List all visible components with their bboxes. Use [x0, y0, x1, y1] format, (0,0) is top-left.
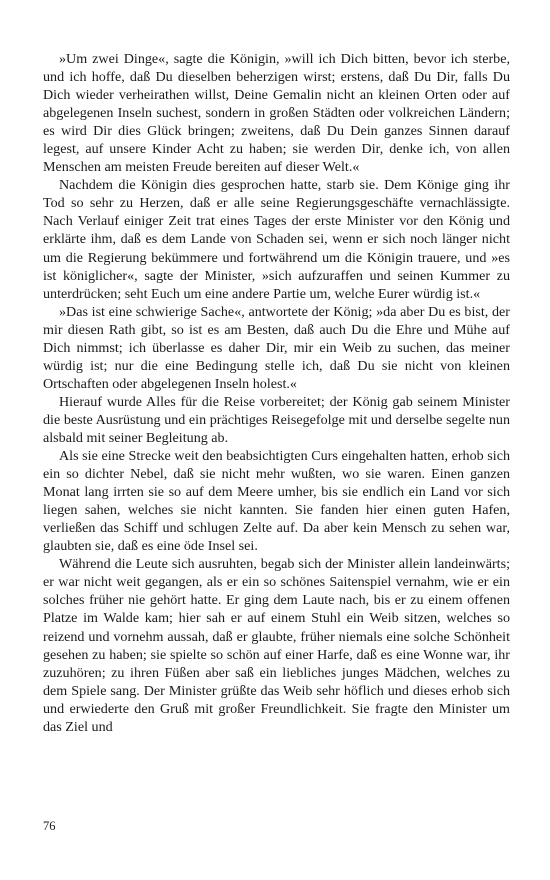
paragraph-journey-preparation: Hierauf wurde Alles für die Reise vorbereitet; der König gab seinem Minister die beste Ausrüstung und ein prächtiges Reisegefolge mit und derselbe segelte nun alsbald mit seiner Begleitung ab. — [43, 393, 510, 446]
paragraph-king-reply: »Das ist eine schwierige Sache«, antwortete der König; »da aber Du es bist, der mir diesen Rath gibt, so ist es am Besten, daß auch Du die Ehre und Mühe auf Dich nimmst; ich überlasse es daher Dir, mir ein Weib zu suchen, das meiner würdig ist; nur die eine Bedingung stelle ich, daß Du sie nicht von kleinen Ortschaften oder abgelegenen Inseln holest.« — [43, 303, 510, 392]
paragraph-queen-death: Nachdem die Königin dies gesprochen hatte, starb sie. Dem Könige ging ihr Tod so sehr zu Herzen, daß er alle seine Regierungsgeschäfte vernachlässigte. Nach Verlauf einiger Zeit trat eines Tages der erste Minister vor den König und erklärte ihm, daß es dem Lande von Schaden sei, wenn er sich noch länger nicht um die Regierung bekümmere und fortwährend um die Königin trauere, und »es ist königlicher«, sagte der Minister, »sich aufzuraffen und seinen Kummer zu unterdrücken; seht Euch um eine andere Partie um, welche Eurer würdig ist.« — [43, 177, 510, 302]
paragraph-fog-voyage: Als sie eine Strecke weit den beabsichtigten Curs eingehalten hatten, erhob sich ein so dichter Nebel, daß sie nicht mehr wußten, wo sie waren. Einen ganzen Monat lang irrten sie so auf dem Meere umher, bis sie endlich ein Land vor sich liegen sahen, welches sie nicht kannten. Sie fanden hier einen guten Hafen, verließen das Schiff und schlugen Zelte auf. Da aber kein Mensch zu sehen war, glaubten sie, daß es eine öde Insel sei. — [43, 448, 510, 555]
page-number: 76 — [43, 819, 56, 833]
body-text — [43, 50, 510, 736]
paragraph-queen-request: »Um zwei Dinge«, sagte die Königin, »will ich Dich bitten, bevor ich sterbe, und ich hoffe, daß Du dieselben beherzigen wirst; erstens, daß Du Dir, falls Du Dich wieder verheirathen willst, Deine Gemalin nicht an kleinen Orten oder auf abgelegenen Inseln suchest, sondern in großen Städten oder volkreichen Ländern; es wird Dir dies Glück bringen; zweitens, daß Du Dein ganzes Sinnen darauf legest, auf unsere Kinder Acht zu haben; sie werden Dir, denke ich, von allen Menschen am meisten Freude bereiten auf dieser Welt.« — [43, 51, 510, 176]
paragraph-minister-discovery: Während die Leute sich ausruhten, begab sich der Minister allein landeinwärts; er war nicht weit gegangen, als er ein so schönes Saitenspiel vernahm, wie er ein solches früher nie gehört hatte. Er ging dem Laute nach, bis er zu einem offenen Platze im Walde kam; hier sah er auf einem Stuhl ein Weib sitzen, welches so reizend und vornehm aussah, daß er glaubte, früher niemals eine solche Schönheit gesehen zu haben; sie spielte so schön auf einer Harfe, daß es eine Wonne war, ihr zuzuhören; zu ihren Füßen aber saß ein liebliches junges Mädchen, welches zu dem Spiele sang. Der Minister grüßte das Weib sehr höflich und dieses erhob sich und erwiederte den Gruß mit großer Freundlichkeit. Sie fragte den Minister um das Ziel und — [43, 556, 510, 735]
